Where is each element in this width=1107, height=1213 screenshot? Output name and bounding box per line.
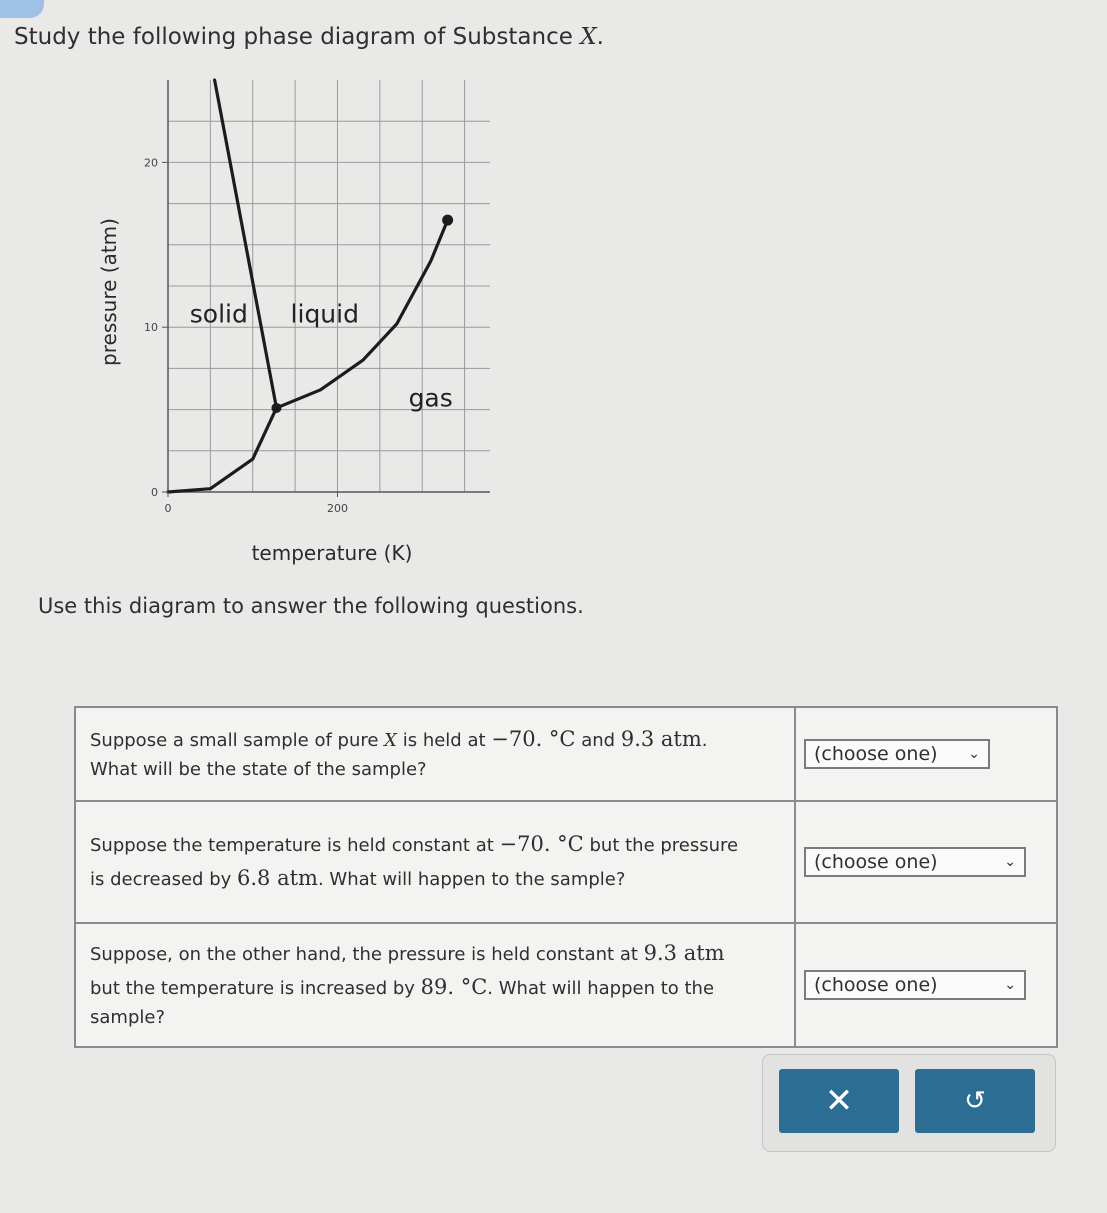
select-label: (choose one) (814, 974, 938, 996)
question-1-text: Suppose a small sample of pure X is held at −70. °C and 9.3 atm. What will be the state of the sample? (75, 707, 795, 801)
chevron-down-icon: ⌄ (1004, 854, 1016, 870)
question-3-answer-cell (795, 923, 1057, 1047)
instruction-text: Use this diagram to answer the following questions. (38, 594, 584, 618)
x-tick-label: 200 (326, 502, 348, 515)
y-tick-label: 20 (144, 156, 158, 170)
intro-text: Study the following phase diagram of Substance X. (14, 24, 604, 50)
y-axis-label: pressure (atm) (97, 218, 121, 366)
region-label: solid (189, 299, 248, 329)
phase-diagram (80, 60, 520, 570)
question-1-answer-cell (795, 707, 1057, 801)
question-table (74, 706, 1058, 1048)
phase-boundary-curve (215, 80, 277, 408)
y-tick-label: 10 (144, 321, 158, 335)
question-row (75, 801, 1057, 923)
select-label: (choose one) (814, 851, 938, 873)
corner-badge (0, 0, 44, 18)
critical-point-marker (442, 215, 453, 226)
clear-button[interactable] (779, 1069, 899, 1133)
region-label: liquid (290, 299, 359, 329)
chart-grid (168, 80, 490, 492)
triple-point-marker (271, 403, 281, 413)
question-1-select[interactable] (804, 739, 990, 769)
undo-icon: ↺ (964, 1086, 986, 1116)
y-tick-label: 0 (151, 486, 158, 499)
action-bar (762, 1054, 1056, 1152)
question-3-select[interactable] (804, 970, 1026, 1000)
undo-button[interactable] (915, 1069, 1035, 1133)
chevron-down-icon: ⌄ (1004, 977, 1016, 993)
chart-ticks (144, 156, 348, 515)
x-axis-label: temperature (K) (251, 541, 413, 565)
chevron-down-icon: ⌄ (968, 746, 980, 762)
phase-boundary-curve (168, 408, 276, 492)
question-row (75, 707, 1057, 801)
region-label: gas (408, 383, 453, 413)
select-label: (choose one) (814, 743, 938, 765)
question-2-text: Suppose the temperature is held constant at −70. °C but the pressure is decreased by 6.8 atm. What will happen to the sample? (75, 801, 795, 923)
question-3-text: Suppose, on the other hand, the pressure is held constant at 9.3 atm but the temperature is increased by 89. °C. What will happen to the sample? (75, 923, 795, 1047)
close-icon: ✕ (824, 1081, 854, 1121)
question-row (75, 923, 1057, 1047)
x-tick-label: 0 (164, 502, 172, 515)
question-2-answer-cell (795, 801, 1057, 923)
question-2-select[interactable] (804, 847, 1026, 877)
